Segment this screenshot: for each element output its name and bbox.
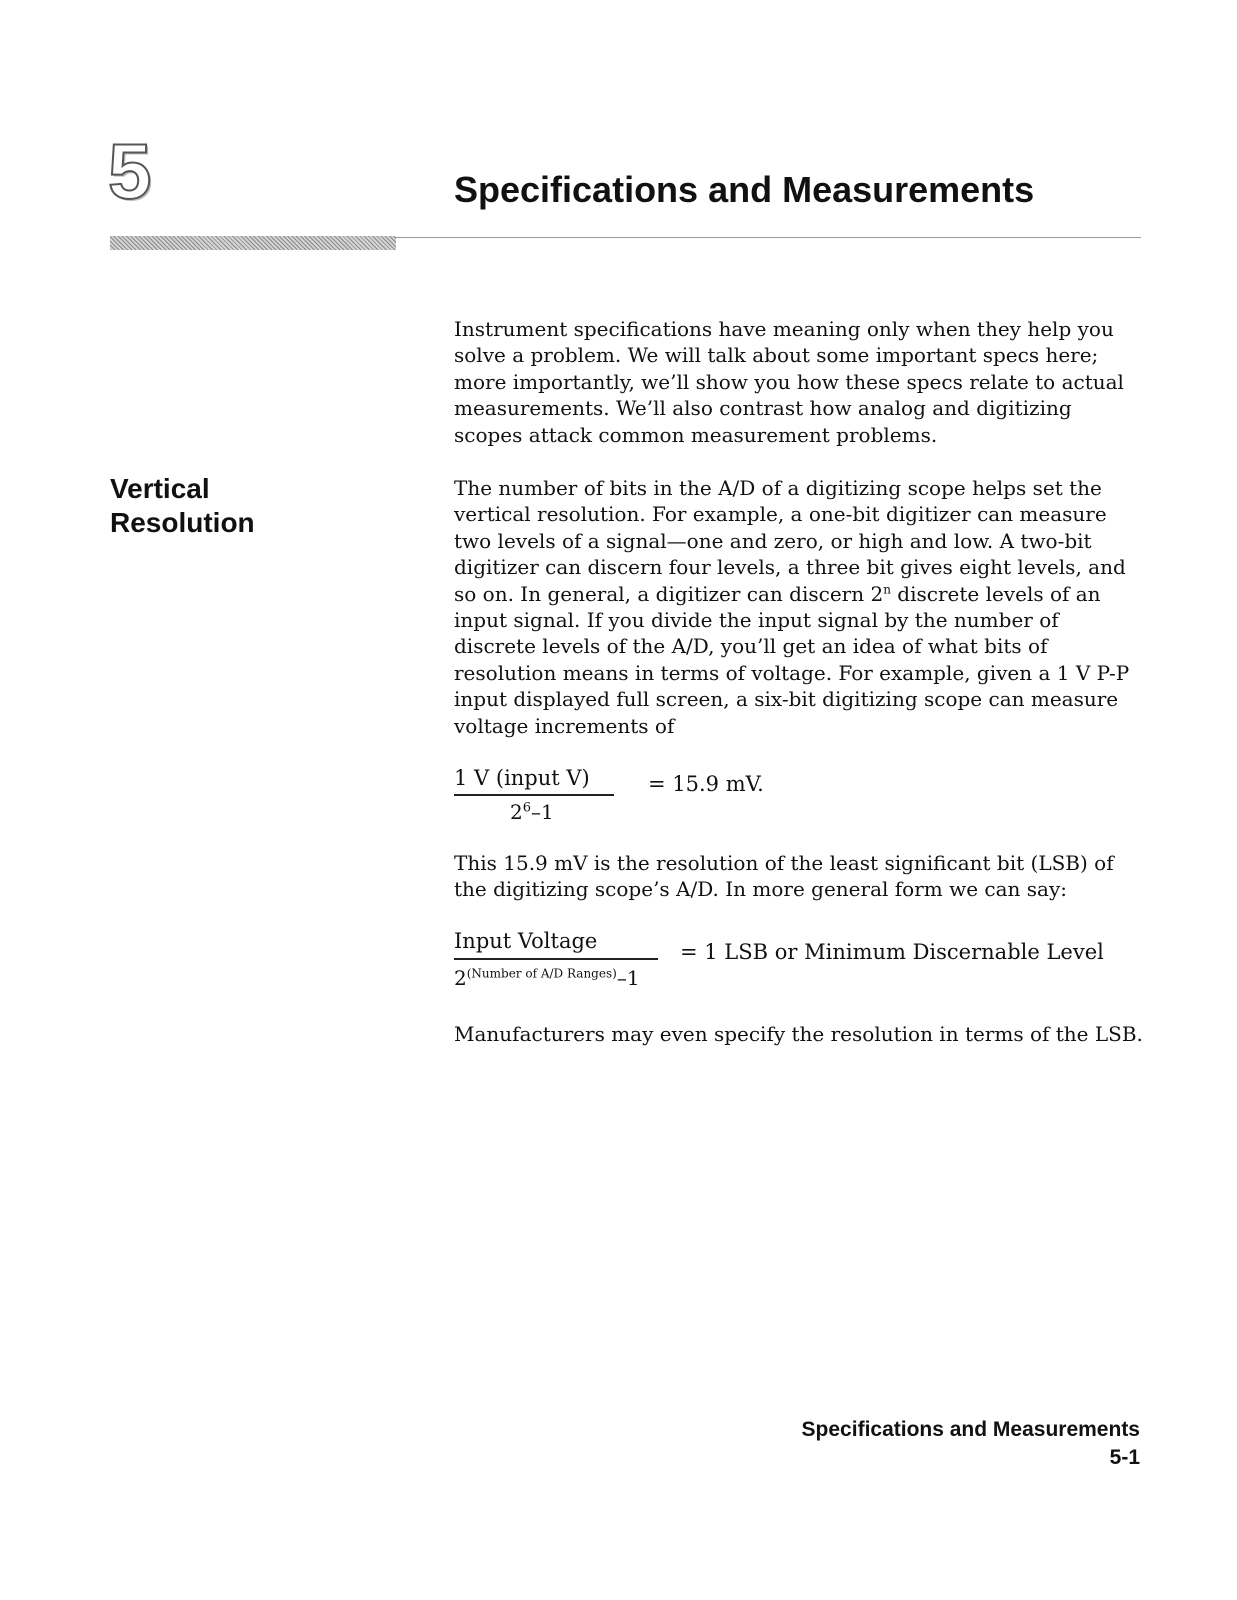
- equation1-fraction-bar: [454, 794, 614, 796]
- chapter-rule-bar: [110, 236, 396, 250]
- equation1-den-tail: –1: [531, 800, 554, 824]
- equation2-den-tail: –1: [616, 966, 640, 990]
- equation1-den-base: 2: [510, 800, 523, 824]
- chapter-number: 5: [108, 127, 152, 215]
- footer-title: Specifications and Measurements: [801, 1418, 1140, 1441]
- equation1-den-exp: 6: [522, 800, 532, 816]
- equation1-result: = 15.9 mV.: [648, 772, 764, 796]
- intro-paragraph: Instrument specifications have meaning only when they help you solve a problem. We will talk about some important specs here; more importantly, we’ll show you how these specs relate to actual measurements. We’ll also contrast how analog and digitizing scopes attack common measurement problems.: [454, 317, 1124, 447]
- vres-text-part2: discrete levels of an input signal. If you divide the input signal by the number of discrete levels of the A/D, you’ll get an idea of what bits of resolution means in terms of voltage. For example, given a 1 V P-P input displayed full screen, a six-bit digitizing scope can measure voltage increments of: [454, 581, 1130, 738]
- equation1-numerator: 1 V (input V): [454, 766, 590, 790]
- equation2-fraction-bar: [454, 958, 658, 960]
- lsb-paragraph: This 15.9 mV is the resolution of the least significant bit (LSB) of the digitizing scope’s A/D. In more general form we can say:: [454, 851, 1114, 902]
- equation2-numerator: Input Voltage: [454, 929, 598, 953]
- chapter-rule-line: [396, 237, 1141, 238]
- vres-text-part1: The number of bits in the A/D of a digitizing scope helps set the vertical resolution. For example, a one-bit digitizer can measure two levels of a signal—one and zero, or high and low. A two-bit digitizer can discern four levels, a three bit gives eight levels, and so on. In general, a digitizer can discern 2: [454, 476, 1126, 606]
- page-number: 5-1: [1109, 1446, 1140, 1469]
- manufacturers-paragraph: Manufacturers may even specify the resolution in terms of the LSB.: [454, 1022, 1143, 1046]
- vertical-resolution-paragraph: [454, 475, 1144, 739]
- vres-exponent: n: [883, 581, 891, 596]
- section-heading: [110, 472, 255, 540]
- equation1-denominator: [510, 800, 554, 824]
- section-heading-line2: Resolution: [110, 507, 255, 538]
- equation2-den-base: 2: [454, 966, 467, 990]
- equation2-den-exp: (Number of A/D Ranges): [466, 966, 617, 981]
- chapter-title: Specifications and Measurements: [454, 169, 1035, 210]
- section-heading-line1: Vertical: [110, 473, 210, 504]
- equation2-result: = 1 LSB or Minimum Discernable Level: [680, 940, 1104, 964]
- equation2-denominator: [454, 966, 640, 990]
